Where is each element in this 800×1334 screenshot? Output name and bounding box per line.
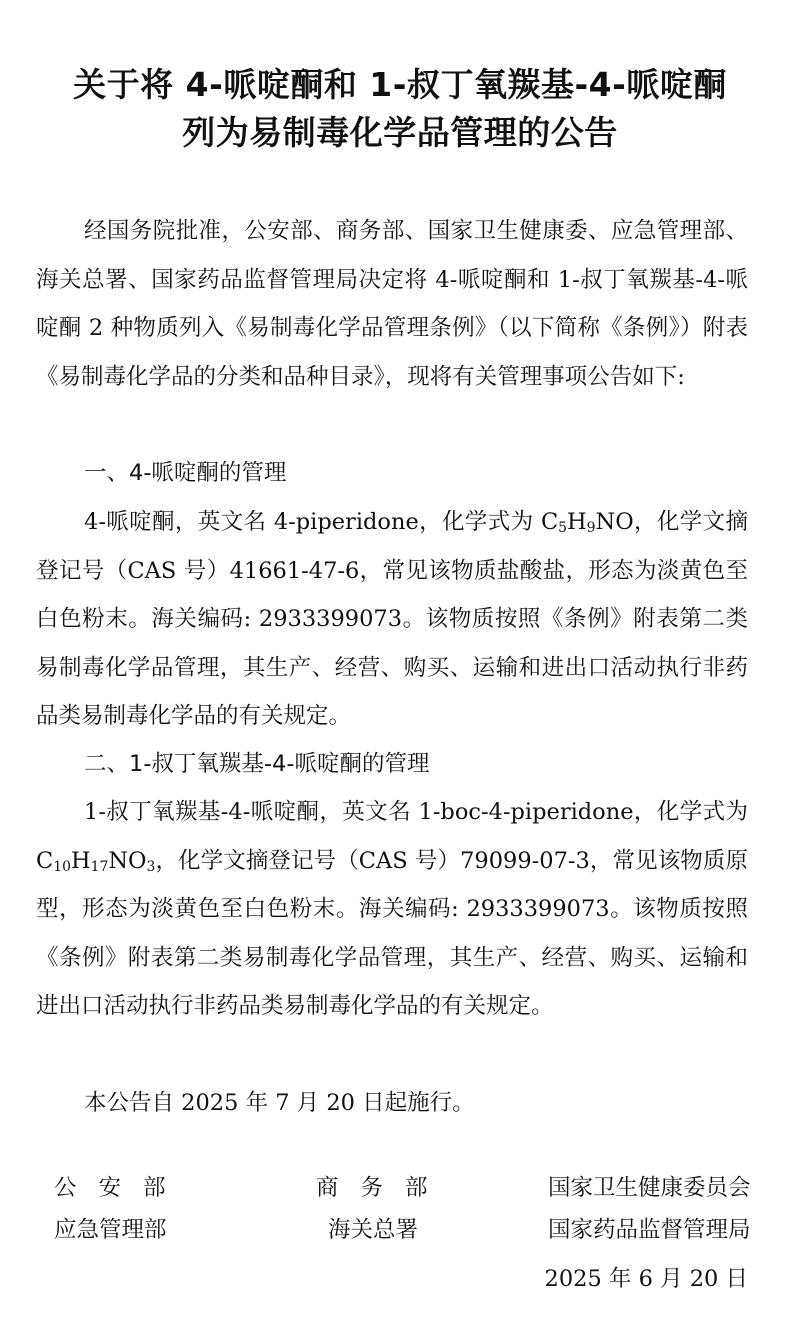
formula-1-sub-h: 9	[586, 520, 596, 537]
section-2-text-a: 1-叔丁氧羰基-4-哌啶酮，英文名 1-boc-4-piperidone，化学式为 C	[36, 799, 748, 874]
section-2-text-b: H	[70, 847, 91, 874]
section-2-text-c: NO	[108, 847, 147, 874]
section-1-heading: 一、4-哌啶酮的管理	[84, 460, 287, 486]
document-title-line-1: 关于将 4-哌啶酮和 1-叔丁氧羰基-4-哌啶酮	[73, 65, 727, 104]
formula-2-sub-o: 3	[146, 858, 156, 875]
formula-2-sub-c: 10	[53, 858, 71, 875]
signatory-national-health-commission: 国家卫生健康委员会	[548, 1175, 751, 1201]
issue-date: 2025 年 6 月 20 日	[544, 1266, 748, 1292]
effective-date-paragraph: 本公告自 2025 年 7 月 20 日起施行。	[84, 1090, 475, 1116]
intro-paragraph: 经国务院批准，公安部、商务部、国家卫生健康委、应急管理部、海关总署、国家药品监督管理局决定将 4-哌啶酮和 1-叔丁氧羰基-4-哌啶酮 2 种物质列入《易制毒化学品管理条例》（以下简称《条例》）附表《易制毒化学品的分类和品种目录》，现将有关管理事项公告如下:	[36, 218, 748, 390]
section-1-text-c: NO，化学文摘登记号（CAS 号）41661-47-6，常见该物质盐酸盐，形态为淡黄色至白色粉末。海关编码: 2933399073。该物质按照《条例》附表第二类易制毒化学品管理，其生产、经营、购买、运输和进出口活动执行非药品类易制毒化学品的有关规定。	[36, 509, 748, 729]
section-1-text-a: 4-哌啶酮，英文名 4-piperidone，化学式为 C	[84, 509, 559, 535]
signatory-ministry-commerce: 商务部	[316, 1175, 450, 1201]
signatory-ministry-emergency-management: 应急管理部	[54, 1217, 167, 1243]
document-title-line-2: 列为易制毒化学品管理的公告	[182, 113, 618, 152]
signatory-general-administration-customs: 海关总署	[328, 1217, 419, 1243]
section-2-heading: 二、1-叔丁氧羰基-4-哌啶酮的管理	[84, 751, 430, 777]
signatory-ministry-public-security: 公安部	[54, 1175, 188, 1201]
section-2-text-d: ，化学文摘登记号（CAS 号）79099-07-3，常见该物质原型，形态为淡黄色至白色粉末。海关编码: 2933399073。该物质按照《条例》附表第二类易制毒化学品管理，其生产、经营、购买、运输和进出口活动执行非药品类易制毒化学品的有关规定。	[36, 847, 748, 1019]
section-1-paragraph	[36, 498, 748, 741]
formula-2-sub-h: 17	[90, 858, 109, 875]
section-2-paragraph	[36, 788, 748, 1031]
signatory-national-medical-products-administration: 国家药品监督管理局	[548, 1217, 751, 1243]
formula-1-sub-c: 5	[558, 520, 568, 537]
section-1-text-b: H	[567, 509, 587, 535]
